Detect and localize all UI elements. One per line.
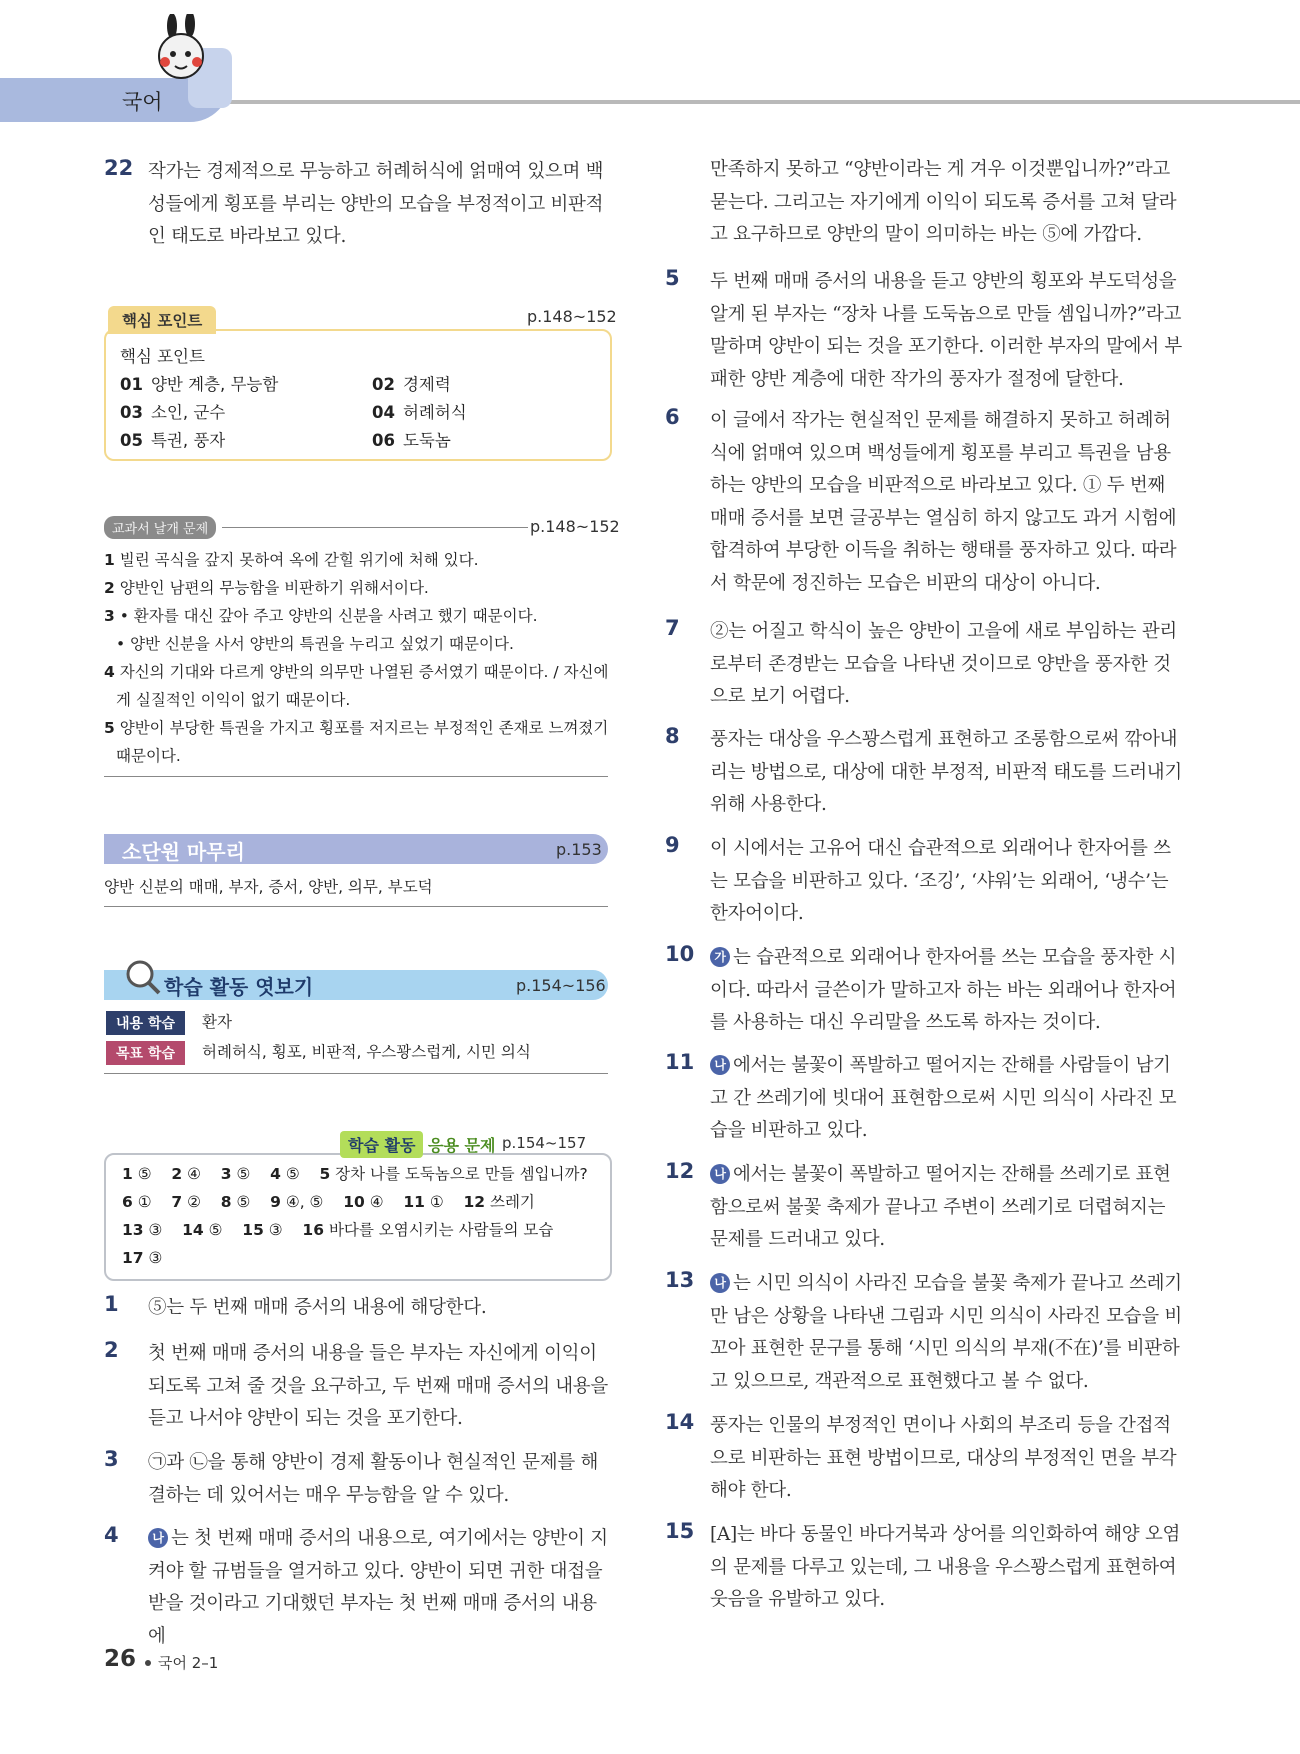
question-text: 가 는 습관적으로 외래어나 한자어를 쓰는 모습을 풍자한 시이다. 따라서 글쓴이가 말하고자 하는 바는 외래어나 한자어를 사용하는 대신 우리말을 쓰도록 하자는 것이다. [710, 947, 1177, 1033]
question-number: 9 [665, 833, 680, 857]
question-text: 풍자는 인물의 부정적인 면이나 사회의 부조리 등을 간접적으로 비판하는 표현 방법이므로, 대상의 부정적인 면을 부각해야 한다. [710, 1415, 1177, 1501]
answer-row: 6 ① 7 ② 8 ⑤ 9 ④, ⑤ 10 ④ 11 ① 12 쓰레기 [122, 1193, 535, 1211]
question-number: 7 [665, 616, 680, 640]
footer-dot [145, 1660, 151, 1666]
question-text: 두 번째 매매 증서의 내용을 듣고 양반의 횡포와 부도덕성을 알게 된 부자는 “장차 나를 도둑놈으로 만들 셈입니까?”라고 말하며 양반이 되는 것을 포기한다. 이러한 부자의 말에서 부패한 양반 계층에 대한 작가의 풍자가 절정에 달한다. [710, 271, 1182, 390]
question-text: 나 에서는 불꽃이 폭발하고 떨어지는 잔해를 쓰레기로 표현함으로써 불꽃 축제가 끝나고 주변이 쓰레기로 더렵혀지는 문제를 드러내고 있다. [710, 1164, 1171, 1250]
question-number: 11 [665, 1050, 695, 1074]
question-text: 이 글에서 작가는 현실적인 문제를 해결하지 못하고 허례허식에 얽매여 있으며 백성들에게 횡포를 부리고 특권을 남용하는 양반의 모습을 비판적으로 바라보고 있다. ① 두 번째 매매 증서를 보면 글공부는 열심히 하지 않고도 과거 시험에 합격하여 부당한 이득을 취하는 행태를 풍자하고 있다. 따라서 학문에 정진하는 모습은 비판의 대상이 아니다. [710, 410, 1177, 594]
question-number: 3 [104, 1447, 119, 1471]
passage-badge: 나 [710, 1055, 730, 1075]
passage-badge: 나 [710, 1273, 730, 1293]
core-points-tag: 핵심 포인트 [108, 306, 216, 334]
answer-row: 13 ③ 14 ⑤ 15 ③ 16 바다를 오염시키는 사람들의 모습 [122, 1221, 554, 1239]
textbook-tag: 교과서 날개 문제 [104, 516, 216, 539]
question-number: 6 [665, 405, 680, 429]
question-number: 14 [665, 1410, 695, 1434]
list-item: 1 빌린 곡식을 갚지 못하여 옥에 갇힐 위기에 처해 있다. [104, 551, 479, 569]
list-item: 2 양반인 남편의 무능함을 비판하기 위해서이다. [104, 579, 429, 597]
question-text: 나 에서는 불꽃이 폭발하고 떨어지는 잔해를 사람들이 남기고 간 쓰레기에 빗대어 표현함으로써 시민 의식이 사라진 모습을 비판하고 있다. [710, 1055, 1177, 1141]
question-text: [A]는 바다 동물인 바다거북과 상어를 의인화하여 해양 오염의 문제를 다루고 있는데, 그 내용을 우스꽝스럽게 표현하여 웃음을 유발하고 있다. [710, 1524, 1181, 1610]
divider [104, 906, 608, 907]
footer-label: 국어 2–1 [158, 1654, 219, 1672]
continued-text: 만족하지 못하고 “양반이라는 게 겨우 이것뿐입니까?”라고 묻는다. 그리고는 자기에게 이익이 되도록 증서를 고쳐 달라고 요구하므로 양반의 말이 의미하는 바는 ⑤에 가깝다. [710, 159, 1177, 245]
question-text: 풍자는 대상을 우스꽝스럽게 표현하고 조롱함으로써 깎아내리는 방법으로, 대상에 대한 부정적, 비판적 태도를 드러내기 위해 사용한다. [710, 729, 1182, 815]
list-item: 5 양반이 부당한 특권을 가지고 횡포를 저지르는 부정적인 존재로 느껴졌기 [104, 719, 609, 737]
passage-badge: 나 [710, 1164, 730, 1184]
question-number: 12 [665, 1159, 695, 1183]
core-item: 06 도둑놈 [372, 431, 451, 450]
answers-tag: 학습 활동 [340, 1131, 423, 1158]
subject-label: 국어 [122, 90, 163, 114]
question-text: 작가는 경제적으로 무능하고 허례허식에 얽매여 있으며 백성들에게 횡포를 부리는 양반의 모습을 부정적이고 비판적인 태도로 바라보고 있다. [148, 161, 604, 247]
list-item: 게 실질적인 이익이 없기 때문이다. [116, 691, 351, 709]
list-item: 4 자신의 기대와 다르게 양반의 의무만 나열된 증서였기 때문이다. / 자신에 [104, 663, 609, 681]
question-number: 4 [104, 1523, 119, 1547]
question-text: ⑤는 두 번째 매매 증서의 내용에 해당한다. [148, 1297, 487, 1318]
textbook-answers [104, 546, 610, 770]
list-item: 때문이다. [116, 747, 181, 765]
header-rule [210, 100, 1300, 104]
divider [104, 776, 608, 777]
core-points-box [104, 329, 612, 461]
core-item: 05 특권, 풍자 [120, 431, 226, 450]
unit-title: 소단원 마무리 [122, 840, 245, 864]
content-learning-text: 환자 [202, 1013, 232, 1031]
question-text: ②는 어질고 학식이 높은 양반이 고을에 새로 부임하는 관리로부터 존경받는 모습을 나타낸 것이므로 양반을 풍자한 것으로 보기 어렵다. [710, 621, 1177, 707]
activity-title: 학습 활동 엿보기 [164, 975, 314, 999]
question-22 [104, 156, 610, 256]
core-points-subtitle: 핵심 포인트 [120, 347, 205, 366]
question-number: 5 [665, 266, 680, 290]
answer-rows [122, 1160, 602, 1272]
goal-learning-text: 허례허식, 횡포, 비판적, 우스꽝스럽게, 시민 의식 [202, 1043, 531, 1061]
divider [222, 527, 528, 528]
page-reference: p.148~152 [530, 517, 620, 536]
question-number: 13 [665, 1268, 695, 1292]
question-text: 나 는 첫 번째 매매 증서의 내용으로, 여기에서는 양반이 지켜야 할 규범들을 열거하고 있다. 양반이 되면 귀한 대접을 받을 것이라고 기대했던 부자는 첫 번째 매매 증서의 내용에 [148, 1528, 608, 1647]
list-item: 3 • 환자를 대신 갚아 주고 양반의 신분을 사려고 했기 때문이다. [104, 607, 538, 625]
page-reference: p.154~156 [516, 976, 606, 995]
page-reference: p.154~157 [502, 1134, 587, 1152]
question-number: 22 [104, 156, 134, 180]
page-reference: p.153 [556, 840, 602, 859]
question-text: ㉠과 ㉡을 통해 양반이 경제 활동이나 현실적인 문제를 해결하는 데 있어서는 매우 무능함을 알 수 있다. [148, 1452, 599, 1506]
passage-badge: 가 [710, 947, 730, 967]
question-number: 1 [104, 1292, 119, 1316]
question-text: 이 시에서는 고유어 대신 습관적으로 외래어나 한자어를 쓰는 모습을 비판하고 있다. ‘조깅’, ‘샤워’는 외래어, ‘냉수’는 한자어이다. [710, 838, 1171, 924]
answer-row: 1 ⑤ 2 ④ 3 ⑤ 4 ⑤ 5 장차 나를 도둑놈으로 만들 셈입니까? [122, 1165, 588, 1183]
question-text: 나 는 시민 의식이 사라진 모습을 불꽃 축제가 끝나고 쓰레기만 남은 상황을 나타낸 그림과 시민 의식이 사라진 모습을 비꼬아 표현한 문구를 통해 ‘시민 의식의 부재(不在)’를 비판하고 있으므로, 객관적으로 표현했다고 볼 수 없다. [710, 1273, 1182, 1392]
core-item: 02 경제력 [372, 375, 451, 394]
list-item: • 양반 신분을 사서 양반의 특권을 누리고 싶었기 때문이다. [116, 635, 514, 653]
question-number: 15 [665, 1519, 695, 1543]
unit-keywords: 양반 신분의 매매, 부자, 증서, 양반, 의무, 부도덕 [104, 878, 433, 896]
rabbit-mascot-icon [148, 14, 218, 84]
page-number: 26 [104, 1646, 137, 1672]
answers-tag-2: 응용 문제 [428, 1136, 496, 1155]
core-item: 01 양반 계층, 무능함 [120, 375, 279, 394]
core-item: 04 허례허식 [372, 403, 467, 422]
question-text: 첫 번째 매매 증서의 내용을 들은 부자는 자신에게 이익이 되도록 고쳐 줄 것을 요구하고, 두 번째 매매 증서의 내용을 듣고 나서야 양반이 되는 것을 포기한다. [148, 1343, 608, 1429]
passage-badge: 나 [148, 1528, 168, 1548]
question-number: 2 [104, 1338, 119, 1362]
answer-row: 17 ③ [122, 1249, 163, 1267]
question-number: 10 [665, 942, 695, 966]
magnifier-icon [124, 958, 162, 996]
page-reference: p.148~152 [527, 307, 617, 326]
core-item: 03 소인, 군수 [120, 403, 226, 422]
divider [104, 1073, 608, 1074]
goal-learning-label: 목표 학습 [106, 1041, 185, 1065]
content-learning-label: 내용 학습 [106, 1011, 185, 1035]
question-number: 8 [665, 724, 680, 748]
